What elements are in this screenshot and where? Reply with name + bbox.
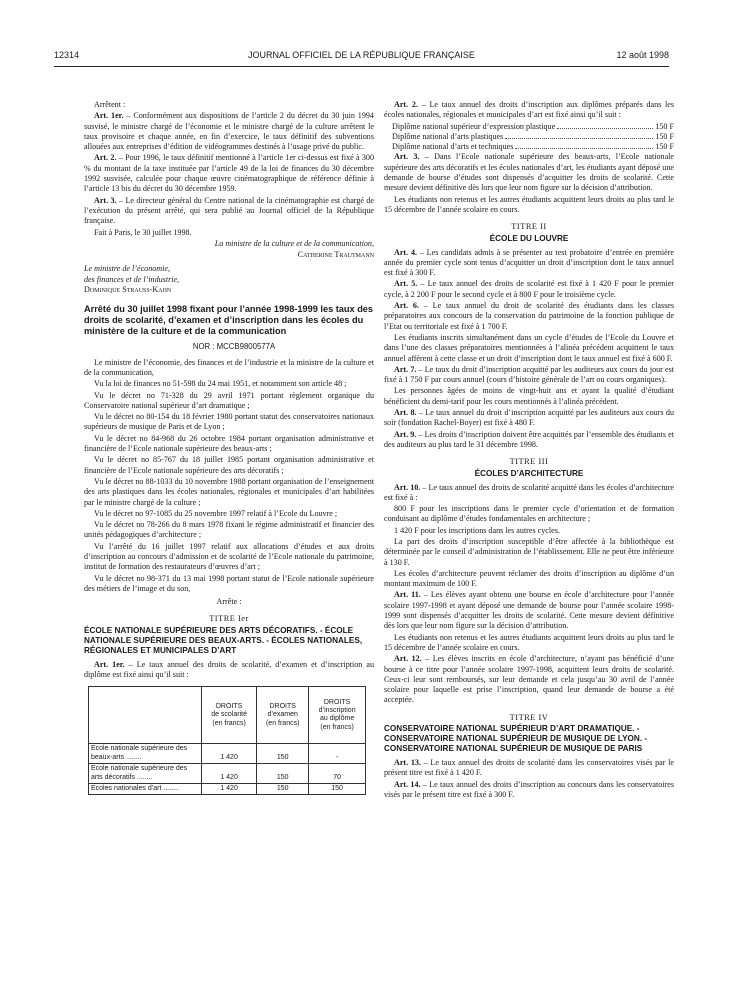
article-text: – Les droits d’inscription doivent être acquittés par l’ensemble des étudiants et des auditeurs au plus tard le 31 décembre 1998.: [384, 429, 675, 449]
article: [384, 365, 674, 386]
diploma-label: Diplôme national d’arts plastiques: [392, 131, 504, 141]
visa: Vu le décret no 80-154 du 18 février 1980 portant statut des conservatoires nationaux supérieurs de musique de Paris et de Lyon ;: [84, 412, 374, 432]
visa: Vu le décret no 97-1085 du 25 novembre 1997 relatif à l’Ecole du Louvre ;: [94, 508, 338, 518]
fait-line: Fait à Paris, le 30 juillet 1998.: [94, 227, 192, 237]
dot-leader: [557, 122, 653, 129]
list-item: [392, 122, 674, 132]
paragraph: 800 F pour les inscriptions dans le premier cycle d’orientation et de formation conduisant au diplôme d’études fondamentales en architecture ;: [384, 504, 674, 524]
issue-date: 12 août 1998: [616, 50, 669, 60]
dot-leader: [505, 132, 653, 139]
article-label: Art. 2.: [94, 153, 117, 163]
article-text: – Le taux annuel du droit d’inscription acquitté par les auditeurs aux cours du soir (fondation Rachel-Boyer) est fixé à 480 F.: [384, 408, 674, 428]
article-label: Art. 5.: [394, 279, 418, 289]
diploma-label: Diplôme national d’arts et techniques: [392, 142, 514, 152]
header-text: DROITS de scolarité (en francs): [211, 702, 247, 727]
article-label: Art. 7.: [394, 364, 417, 374]
titre-subheading: ÉCOLE DU LOUVRE: [489, 233, 569, 243]
visa: Le ministre de l’économie, des finances et de l’industrie et la ministre de la culture et de la communication,: [84, 357, 374, 377]
article-text: – Le taux du droit d’inscription acquitté par les auditeurs aux cours du jour est fixé à 1 750 F par cours annuel (cours d’histoire générale de l’art ou cours organiques).: [384, 364, 675, 385]
article-text: – Le taux annuel des droits d’inscription aux diplômes préparés dans les écoles nationales, régionales et municipales d’art est fixé ainsi qu’il suit :: [384, 100, 675, 120]
titre-subheading: ÉCOLES D’ARCHITECTURE: [474, 468, 584, 478]
signatory-role: des finances et de l’industrie,: [84, 274, 180, 284]
article: [84, 111, 374, 152]
titre-subheading: CONSERVATOIRE NATIONAL SUPÉRIEUR D’ART DRAMATIQUE. - CONSERVATOIRE NATIONAL SUPÉRIEUR DE MUSIQUE DE LYON. - CONSERVATOIRE NATIONAL SUPÉRIEUR DE MUSIQUE DE PARIS: [384, 724, 648, 754]
diploma-fee: 150 F: [655, 142, 674, 152]
article-label: Art. 8.: [394, 408, 417, 418]
titre-heading: TITRE III: [509, 457, 549, 467]
table-cell: 150: [257, 764, 309, 784]
dot-leader: [515, 142, 653, 149]
table-cell: 1 420: [202, 744, 257, 764]
arrete-title: Arrêté du 30 juillet 1998 fixant pour l’année 1998-1999 les taux des droits de scolarité, d’examen et d’inscription dans les écoles du ministère de la culture et de la communication: [84, 304, 374, 337]
list-item: [392, 142, 674, 152]
paragraph: Les étudiants inscrits simultanément dans un cycle d’études de l’Ecole du Louvre et dans l’une des classes préparatoires mentionnées à l’alinéa précédent acquittent le taux annuel afférent à cette classe et un droit d’inscription dont le taux annuel est fixé à 600 F.: [384, 332, 674, 363]
article-text: – Le taux annuel des droits de scolarité est fixé à 1 420 F pour le premier cycle, à 2 200 F pour le second cycle et à 800 F pour le troisième cycle.: [384, 279, 674, 299]
signatory-role: Le ministre de l’économie,: [84, 264, 171, 274]
article-text: – Le taux annuel du droit de scolarité des étudiants dans les classes préparatoires aux concours de la conservation du patrimoine de la fonction publique de l’Etat ou territoriale est fixé à 1 700 F.: [384, 301, 674, 331]
list-item: [392, 132, 674, 142]
table-cell: 150: [257, 744, 309, 764]
article-label: Art. 13.: [394, 758, 421, 768]
table-header-cell: [202, 687, 257, 744]
article-label: Art. 1er.: [94, 111, 124, 121]
nor-reference: NOR : MCCB9800577A: [192, 342, 276, 352]
article: [384, 483, 674, 504]
article-label: Art. 2.: [394, 100, 418, 109]
article-text: – Le taux annuel des droits de scolarité, d’examen et d’inscription au diplôme est fixé ainsi qu’il suit :: [84, 659, 374, 680]
article: [384, 301, 674, 332]
table-header-cell: [257, 687, 309, 744]
fees-table: [88, 686, 366, 795]
right-column: [384, 100, 674, 801]
article-text: – Dans l’Ecole nationale supérieure des beaux-arts, l’Ecole nationale supérieure des arts décoratifs et les écoles nationales d’art, les étudiants ayant déposé une demande de bourse d’études sont dispensés d’acquitter les droits de scolarité. Cette mesure devient définitive dès lors que leur nom figure sur la décision d’attribution.: [384, 152, 675, 193]
article-text: – Le taux annuel des droits d’inscription au concours dans les conservatoires visés par le présent titre est fixé à 300 F.: [384, 779, 675, 799]
article: [384, 780, 674, 801]
paragraph: Les étudiants non retenus et les autres étudiants acquittent leurs droits au plus tard le 15 décembre de l’année scolaire en cours.: [384, 194, 674, 214]
table-cell: 150: [257, 783, 309, 794]
page-header: [54, 50, 669, 64]
left-column: [84, 100, 374, 795]
article-label: Art. 14.: [394, 779, 421, 789]
paragraph: Les personnes âgées de moins de vingt-huit ans et ayant la qualité d’étudiant bénéficient du demi-tarif pour les cours mentionnés à l’alinéa précédent.: [384, 386, 674, 406]
article-label: Art. 6.: [394, 301, 420, 311]
diploma-fee: 150 F: [655, 131, 674, 141]
article: [84, 153, 374, 194]
visa: Vu la loi de finances no 51-598 du 24 mai 1951, et notamment son article 48 ;: [94, 379, 347, 389]
page-number: 12314: [54, 50, 80, 60]
table-cell: 150: [309, 783, 366, 794]
table-cell: 1 420: [202, 764, 257, 784]
journal-title: JOURNAL OFFICIEL DE LA RÉPUBLIQUE FRANÇAISE: [248, 50, 475, 60]
article: [384, 654, 674, 705]
diploma-list: [384, 122, 674, 153]
article-text: – Le taux annuel des droits de scolarité acquitté dans les écoles d’architecture est fixé à :: [384, 482, 674, 502]
article-label: Art. 1er.: [94, 659, 125, 669]
article-text: – Les élèves inscrits en école d’architecture, n’ayant pas bénéficié d’une bourse à ce titre pour l’année scolaire 1997-1998, acquittent leurs droits de scolarité. Ceux-ci leur sont remboursés, sur leur demande et cela jusqu’au 30 avril de l’année scolaire pour laquelle est prise l’inscription, quand leur demande de bourse a été acceptée.: [384, 654, 674, 705]
article: [384, 758, 674, 779]
visa: Vu le décret no 98-371 du 13 mai 1998 portant statut de l’Ecole nationale supérieure des métiers de l’image et du son,: [84, 573, 374, 593]
table-row: [89, 783, 366, 794]
signatory-name: Dominique Strauss-Kahn: [84, 285, 172, 295]
table-header-row: [89, 687, 366, 744]
diploma-fee: 150 F: [655, 121, 674, 131]
article: [384, 590, 674, 631]
table-row: [89, 764, 366, 784]
article: [84, 196, 374, 227]
table-cell: Ecoles nationales d’art ........: [89, 783, 202, 794]
visa: Vu le décret no 88-1033 du 10 novembre 1988 portant organisation de l’enseignement des arts plastiques dans les écoles nationales, régionales et municipales d’art habilitées par le ministre chargé de la culture ;: [84, 476, 374, 507]
titre-heading: TITRE II: [511, 222, 547, 232]
article-label: Art. 3.: [394, 152, 420, 162]
article-text: – Les élèves ayant obtenu une bourse en école d’architecture pour l’année scolaire 1997-1998 et ayant déposé une demande de bourse pour l’année scolaire 1998-1999 sont dispensés d’acquitter les droits de scolarité. Cette mesure devient définitive dès lors que leur nom figure sur la décision d’attribution.: [384, 590, 674, 631]
paragraph: La part des droits d’inscription susceptible d’être affectée à la bibliothèque est déterminée par le conseil d’administration de l’établissement. Elle ne peut être inférieure à 130 F.: [384, 536, 674, 567]
table-header-cell: [309, 687, 366, 744]
article-text: – Les candidats admis à se présenter au test probatoire d’entrée en première année du premier cycle sont tenus d’acquitter un droit d’inscription dont le taux annuel est fixé à 300 F.: [384, 247, 675, 278]
table-cell: Ecole nationale supérieure des arts décoratifs ........: [89, 764, 202, 784]
titre-heading: TITRE IV: [509, 712, 549, 722]
article: [384, 100, 674, 121]
paragraph: Les étudiants non retenus et les autres étudiants acquittent leurs droits au plus tard le 15 décembre de l’année scolaire en cours.: [384, 632, 674, 652]
table-cell: 1 420: [202, 783, 257, 794]
table-row: [89, 744, 366, 764]
article-text: – Le directeur général du Centre national de la cinématographie est chargé de l’exécution du présent arrêté, qui sera publié au Journal officiel de la République française.: [84, 195, 375, 226]
article: [384, 279, 674, 300]
paragraph: Les écoles d’architecture peuvent réclamer des droits d’inscription au diplôme d’un montant maximum de 100 F.: [384, 568, 674, 589]
article: [384, 430, 674, 451]
visa: Vu l’arrêté du 16 juillet 1997 relatif aux allocations d’études et aux droits d’inscription au concours d’admission et de scolarité de l’Ecole nationale du patrimoine, institut de formation des restaurateurs d’œuvres d’art ;: [84, 541, 374, 572]
article-label: Art. 9.: [394, 429, 417, 439]
visa: Vu le décret no 84-968 du 26 octobre 1984 portant organisation administrative et financière de l’Ecole nationale supérieure des beaux-arts ;: [84, 433, 374, 454]
header-text: DROITS d’examen (en francs): [265, 702, 300, 727]
titre-heading: TITRE Ier: [209, 614, 249, 624]
header-text: DROITS d’inscription au diplôme (en francs): [318, 698, 356, 731]
arretent-heading: Arrêtent :: [94, 100, 126, 109]
titre-subheading: ÉCOLE NATIONALE SUPÉRIEURE DES ARTS DÉCORATIFS. - ÉCOLE NATIONALE SUPÉRIEURE DES BEAUX-ARTS. - ÉCOLES NATIONALES, RÉGIONALES ET MUNICIPALES D’ART: [84, 625, 363, 655]
article: [384, 248, 674, 279]
article: [384, 408, 674, 429]
visa: Vu le décret no 78-266 du 8 mars 1978 fixant le régime administratif et financier des unités pédagogiques d’architecture ;: [84, 520, 374, 540]
article: [84, 660, 374, 681]
article-text: – Le taux annuel des droits de scolarité dans les conservatoires visés par le présent titre est fixé à 1 420 F.: [384, 758, 674, 778]
article-label: Art. 12.: [394, 654, 422, 664]
article: [384, 152, 674, 193]
diploma-label: Diplôme national supérieur d’expression plastique: [392, 121, 556, 131]
table-cell: Ecole nationale supérieure des beaux-arts ........: [89, 744, 202, 764]
article-label: Art. 4.: [394, 247, 418, 257]
arrete-heading: Arrête :: [216, 597, 242, 607]
article-text: – Pour 1996, le taux définitif mentionné à l’article 1er ci-dessus est fixé à 300 % du montant de la taxe instituée par l’article 49 de la loi de finances du 30 décembre 1992 susvisée, calculée pour chaque œuvre cinématographique de référence définie à l’article 13 bis du décret du 30 décembre 1959.: [84, 153, 375, 194]
visa: Vu le décret no 85-767 du 18 juillet 1985 portant organisation administrative et financière de l’Ecole nationale supérieure des arts décoratifs ;: [84, 455, 374, 475]
signatory-role: La ministre de la culture et de la communication,: [214, 238, 374, 248]
signatory-name: Catherine Trautmann: [297, 250, 374, 260]
header-rule: [54, 66, 669, 67]
paragraph: 1 420 F pour les inscriptions dans les autres cycles.: [394, 525, 560, 535]
article-label: Art. 10.: [394, 482, 421, 492]
article-text: – Conformément aux dispositions de l’article 2 du décret du 30 juin 1994 susvisé, le ministre chargé de l’économie et le ministre chargé de la culture arrêtent le taux provisoire et chaque année, en fin d’exercice, le taux définitif des subventions allouées aux entreprises d’édition de vidéogrammes destinés à l’usage privé du public.: [84, 111, 374, 152]
table-cell: 70: [309, 764, 366, 784]
article-label: Art. 11.: [394, 590, 421, 600]
visa: Vu le décret no 71-328 du 29 avril 1971 portant règlement organique du Conservatoire national supérieur d’art dramatique ;: [84, 390, 374, 410]
article-label: Art. 3.: [94, 195, 117, 205]
table-cell: -: [309, 744, 366, 764]
table-header-cell: [89, 687, 202, 744]
